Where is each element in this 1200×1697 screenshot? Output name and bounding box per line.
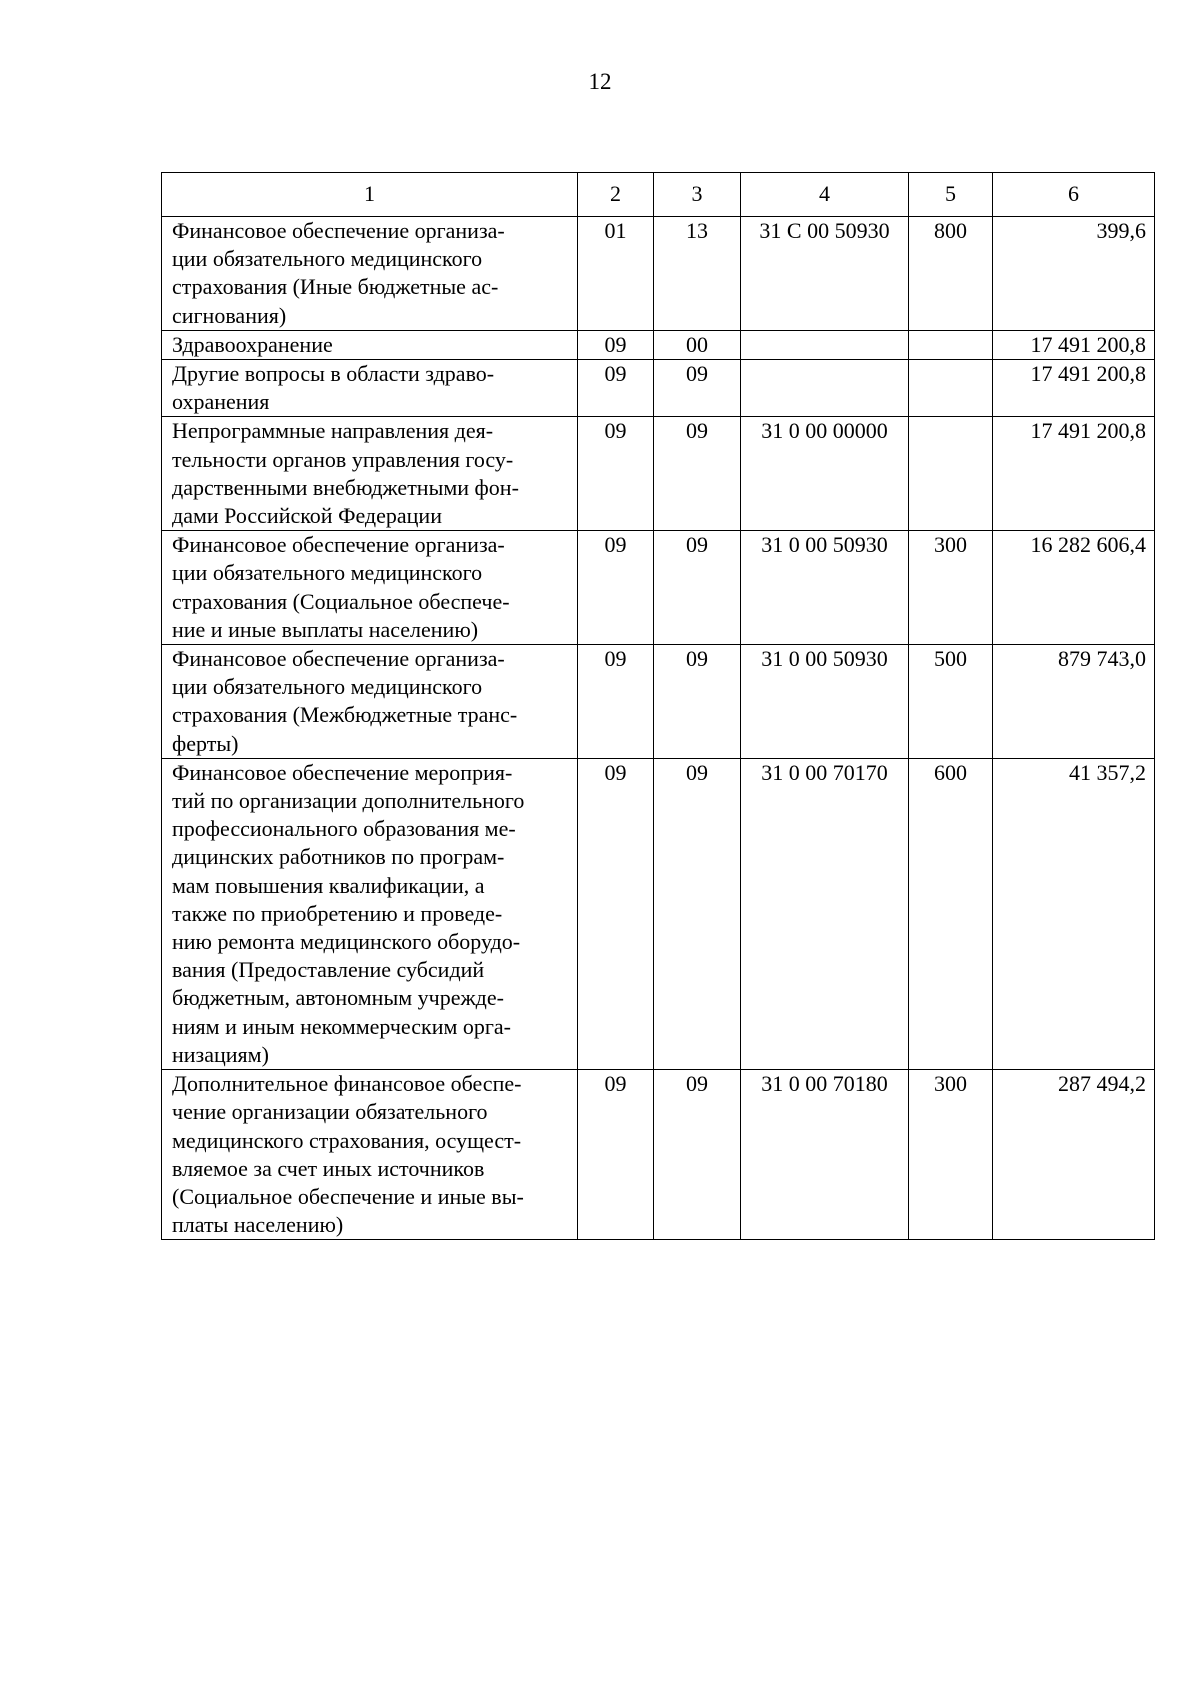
row-name-cell: Дополнительное финансовое обеспе- чение организации обязательного медицинского страхования, осущест- вляемое за счет иных источников (Социальное обеспечение и иные вы- платы населению) xyxy=(162,1070,578,1240)
row-name-cell: Финансовое обеспечение организа- ции обязательного медицинского страхования (Социальное обеспече- ние и иные выплаты населению) xyxy=(162,531,578,645)
expense-type-cell: 800 xyxy=(909,217,993,331)
row-name-cell: Финансовое обеспечение организа- ции обязательного медицинского страхования (Межбюджетные транс- ферты) xyxy=(162,645,578,759)
table-row xyxy=(162,758,1155,1069)
target-code-cell xyxy=(741,360,909,417)
amount-cell: 287 494,2 xyxy=(993,1070,1155,1240)
expense-type-cell: 300 xyxy=(909,1070,993,1240)
subsection-code-cell: 09 xyxy=(654,1070,741,1240)
table-row xyxy=(162,645,1155,759)
table-header-row xyxy=(162,173,1155,217)
amount-cell: 17 491 200,8 xyxy=(993,330,1155,359)
row-name-cell: Финансовое обеспечение мероприя- тий по организации дополнительного профессионального образования ме- дицинских работников по програм- мам повышения квалификации, а также по приобретению и проведе- нию ремонта медицинского оборудо- вания (Предоставление субсидий бюджетным, автономным учрежде- ниям и иным некоммерческим орга- низациям) xyxy=(162,758,578,1069)
amount-cell: 16 282 606,4 xyxy=(993,531,1155,645)
expense-type-cell: 300 xyxy=(909,531,993,645)
row-name-cell: Здравоохранение xyxy=(162,330,578,359)
amount-cell: 17 491 200,8 xyxy=(993,360,1155,417)
subsection-code-cell: 09 xyxy=(654,531,741,645)
table-row xyxy=(162,531,1155,645)
row-name-cell: Финансовое обеспечение организа- ции обязательного медицинского страхования (Иные бюджетные ас- сигнования) xyxy=(162,217,578,331)
target-code-cell: 31 0 00 00000 xyxy=(741,417,909,531)
table-row xyxy=(162,217,1155,331)
target-code-cell: 31 0 00 50930 xyxy=(741,531,909,645)
target-code-cell: 31 0 00 70180 xyxy=(741,1070,909,1240)
section-code-cell: 09 xyxy=(578,330,654,359)
table-row xyxy=(162,330,1155,359)
column-header-3: 3 xyxy=(654,173,741,217)
page-number: 12 xyxy=(588,69,612,94)
section-code-cell: 09 xyxy=(578,758,654,1069)
target-code-cell: 31 С 00 50930 xyxy=(741,217,909,331)
subsection-code-cell: 09 xyxy=(654,417,741,531)
target-code-cell xyxy=(741,330,909,359)
row-name-cell: Другие вопросы в области здраво- охранения xyxy=(162,360,578,417)
subsection-code-cell: 09 xyxy=(654,758,741,1069)
column-header-6: 6 xyxy=(993,173,1155,217)
section-code-cell: 09 xyxy=(578,531,654,645)
amount-cell: 41 357,2 xyxy=(993,758,1155,1069)
amount-cell: 879 743,0 xyxy=(993,645,1155,759)
table-row xyxy=(162,360,1155,417)
subsection-code-cell: 13 xyxy=(654,217,741,331)
column-header-5: 5 xyxy=(909,173,993,217)
subsection-code-cell: 09 xyxy=(654,360,741,417)
expense-type-cell: 500 xyxy=(909,645,993,759)
amount-cell: 17 491 200,8 xyxy=(993,417,1155,531)
column-header-1: 1 xyxy=(162,173,578,217)
table-row xyxy=(162,417,1155,531)
subsection-code-cell: 00 xyxy=(654,330,741,359)
amount-cell: 399,6 xyxy=(993,217,1155,331)
section-code-cell: 09 xyxy=(578,417,654,531)
expense-type-cell xyxy=(909,330,993,359)
expense-type-cell xyxy=(909,417,993,531)
expense-type-cell: 600 xyxy=(909,758,993,1069)
budget-table xyxy=(161,172,1155,1240)
column-header-4: 4 xyxy=(741,173,909,217)
target-code-cell: 31 0 00 50930 xyxy=(741,645,909,759)
expense-type-cell xyxy=(909,360,993,417)
section-code-cell: 09 xyxy=(578,360,654,417)
column-header-2: 2 xyxy=(578,173,654,217)
row-name-cell: Непрограммные направления дея- тельности органов управления госу- дарственными внебюджетными фон- дами Российской Федерации xyxy=(162,417,578,531)
target-code-cell: 31 0 00 70170 xyxy=(741,758,909,1069)
section-code-cell: 09 xyxy=(578,1070,654,1240)
subsection-code-cell: 09 xyxy=(654,645,741,759)
section-code-cell: 01 xyxy=(578,217,654,331)
section-code-cell: 09 xyxy=(578,645,654,759)
table-row xyxy=(162,1070,1155,1240)
